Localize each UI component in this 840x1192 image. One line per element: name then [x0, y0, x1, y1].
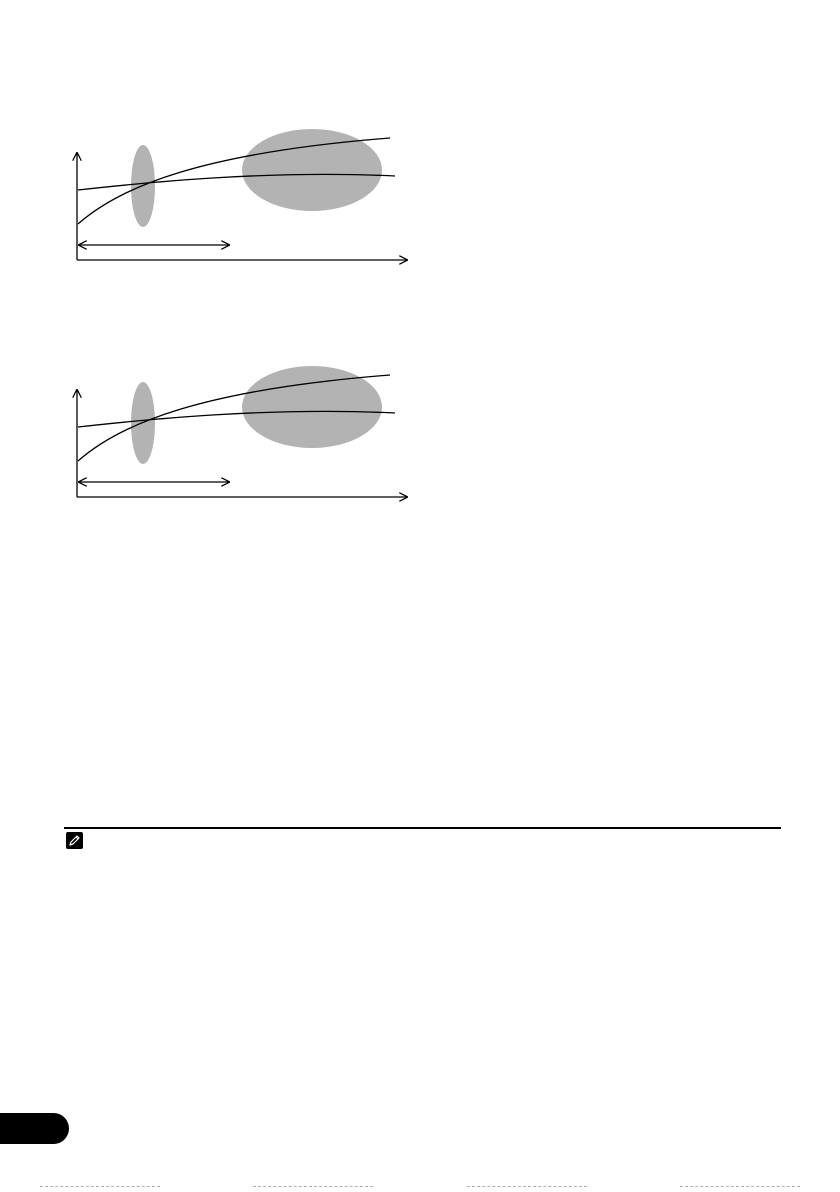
curve-diagram-1 [60, 125, 420, 265]
footer-mark [253, 1186, 373, 1188]
footer-mark [467, 1186, 587, 1188]
upper-range-highlight [242, 366, 382, 448]
footer-mark [40, 1186, 160, 1188]
pencil-note-icon [66, 832, 83, 849]
upper-range-highlight [242, 129, 382, 211]
note-divider [64, 827, 781, 829]
page-number-tab [0, 1113, 69, 1144]
page-footer [0, 1186, 840, 1188]
footer-mark [680, 1186, 800, 1188]
curve-diagram-2 [60, 362, 420, 502]
